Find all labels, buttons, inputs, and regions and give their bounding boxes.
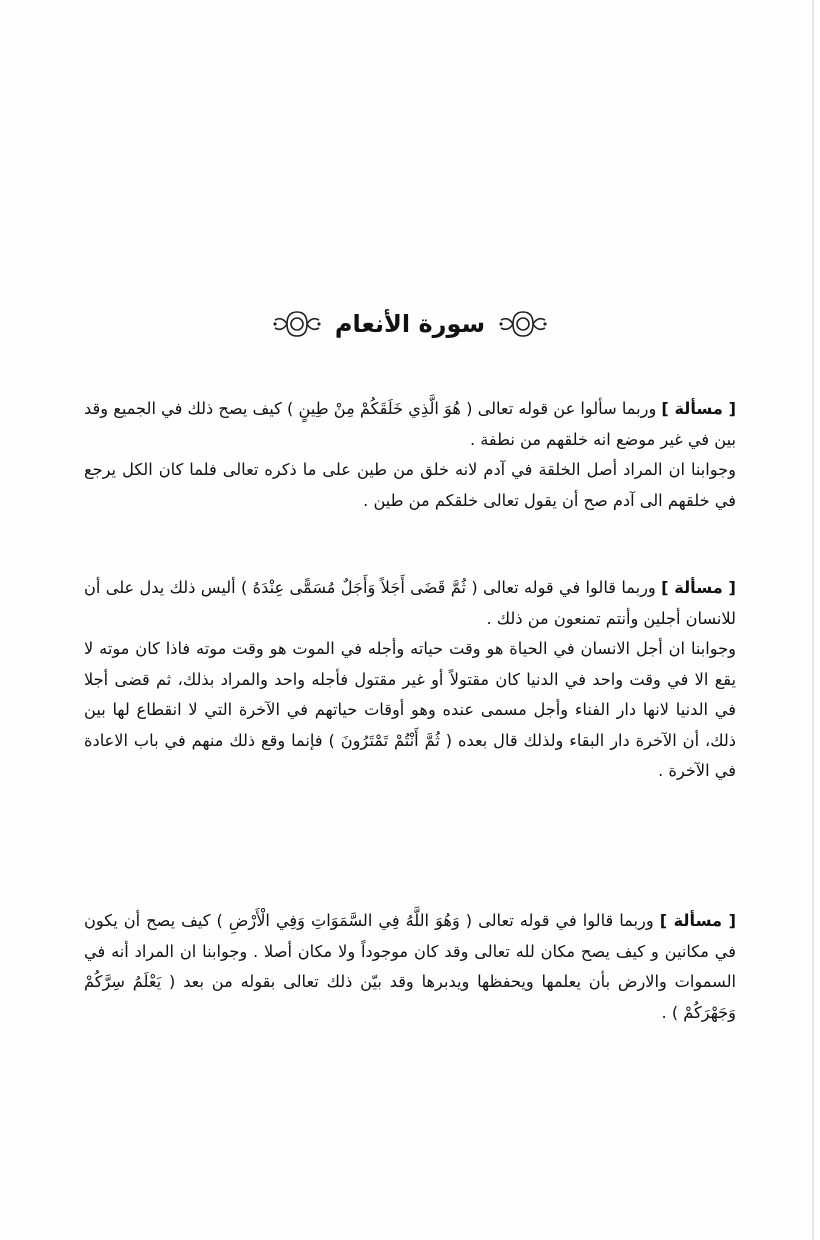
answer-text: وجوابنا ان أجل الانسان في الحياة هو وقت حياته وأجله في الموت هو وقت موته فاذا كان موته لا يقع الا في وقت واحد في الدنيا كان مقتولاً أو غير مقتول فأجله واحد والمراد بذلك، ثم قضى أجلا في الدنيا لانها دار الفناء وأجل مسمى عنده وهو أوقات حياتهم في الآخرة التي لا انقطاع لها بين ذلك، أن الآخرة دار البقاء ولذلك قال بعده — [84, 639, 736, 750]
question-lead: وربما قالوا في قوله تعالى — [482, 578, 656, 597]
answer-paragraph — [84, 634, 736, 787]
masala-section-3 — [84, 906, 736, 1028]
masala-label: [ مسألة ] — [661, 399, 736, 418]
quranic-quote: ( يَعْلَمُ سِرَّكُمْ وَجَهْرَكُمْ ) — [84, 972, 736, 1022]
quranic-quote: ( وَهُوَ اللَّهُ فِي السَّمَوَاتِ وَفِي الْأَرْضِ ) — [216, 911, 473, 930]
answer-text: . — [661, 1002, 667, 1022]
answer-text: وجوابنا ان المراد أنه في السموات والارض بأن يعلمها ويحفظها ويدبرها وقد بيّن ذلك تعالى بقوله من بعد — [84, 941, 736, 991]
question-lead: وربما سألوا عن قوله تعالى — [477, 399, 657, 418]
question-paragraph — [84, 573, 736, 634]
question-rest: كيف يصح ذلك في الجميع وقد بين في غير موضع انه خلقهم من نطفة . — [84, 399, 736, 449]
ornament-left-icon — [271, 307, 323, 341]
surah-heading — [260, 296, 560, 352]
question-rest: كيف يصح أن يكون في مكانين و كيف يصح مكان لله تعالى وقد كان موجوداً ولا مكان أصلا . — [84, 911, 736, 961]
masala-section-2 — [84, 573, 736, 787]
answer-paragraph: وجوابنا ان المراد أصل الخلقة في آدم لانه خلق من طين على ما ذكره تعالى فلما كان الكل يرجع في خلقهم الى آدم صح أن يقول تعالى خلقكم من طين . — [84, 460, 736, 510]
question-rest: أليس ذلك يدل على أن للانسان أجلين وأنتم تمنعون من ذلك . — [84, 578, 736, 628]
answer-text: فإنما وقع ذلك منهم في باب الاعادة في الآخرة . — [84, 730, 736, 780]
question-paragraph — [84, 394, 736, 455]
quranic-quote: ( هُوَ الَّذِي خَلَقَكُمْ مِنْ طِينٍ ) — [287, 399, 473, 418]
masala-section-1 — [84, 394, 736, 516]
question-lead: وربما قالوا في قوله تعالى — [478, 911, 654, 930]
quranic-quote: ( ثُمَّ قَضَى أَجَلاً وَأَجَلٌ مُسَمًّى عِنْدَهُ ) — [241, 578, 478, 597]
question-paragraph — [84, 906, 736, 1028]
quranic-quote: ( ثُمَّ أَنْتُمْ تَمْتَرُونَ ) — [328, 730, 453, 750]
masala-label: [ مسألة ] — [659, 911, 736, 930]
ornament-right-icon — [497, 307, 549, 341]
surah-title: سورة الأنعام — [334, 310, 486, 338]
masala-label: [ مسألة ] — [661, 578, 736, 597]
page-edge-shadow — [812, 0, 814, 1240]
